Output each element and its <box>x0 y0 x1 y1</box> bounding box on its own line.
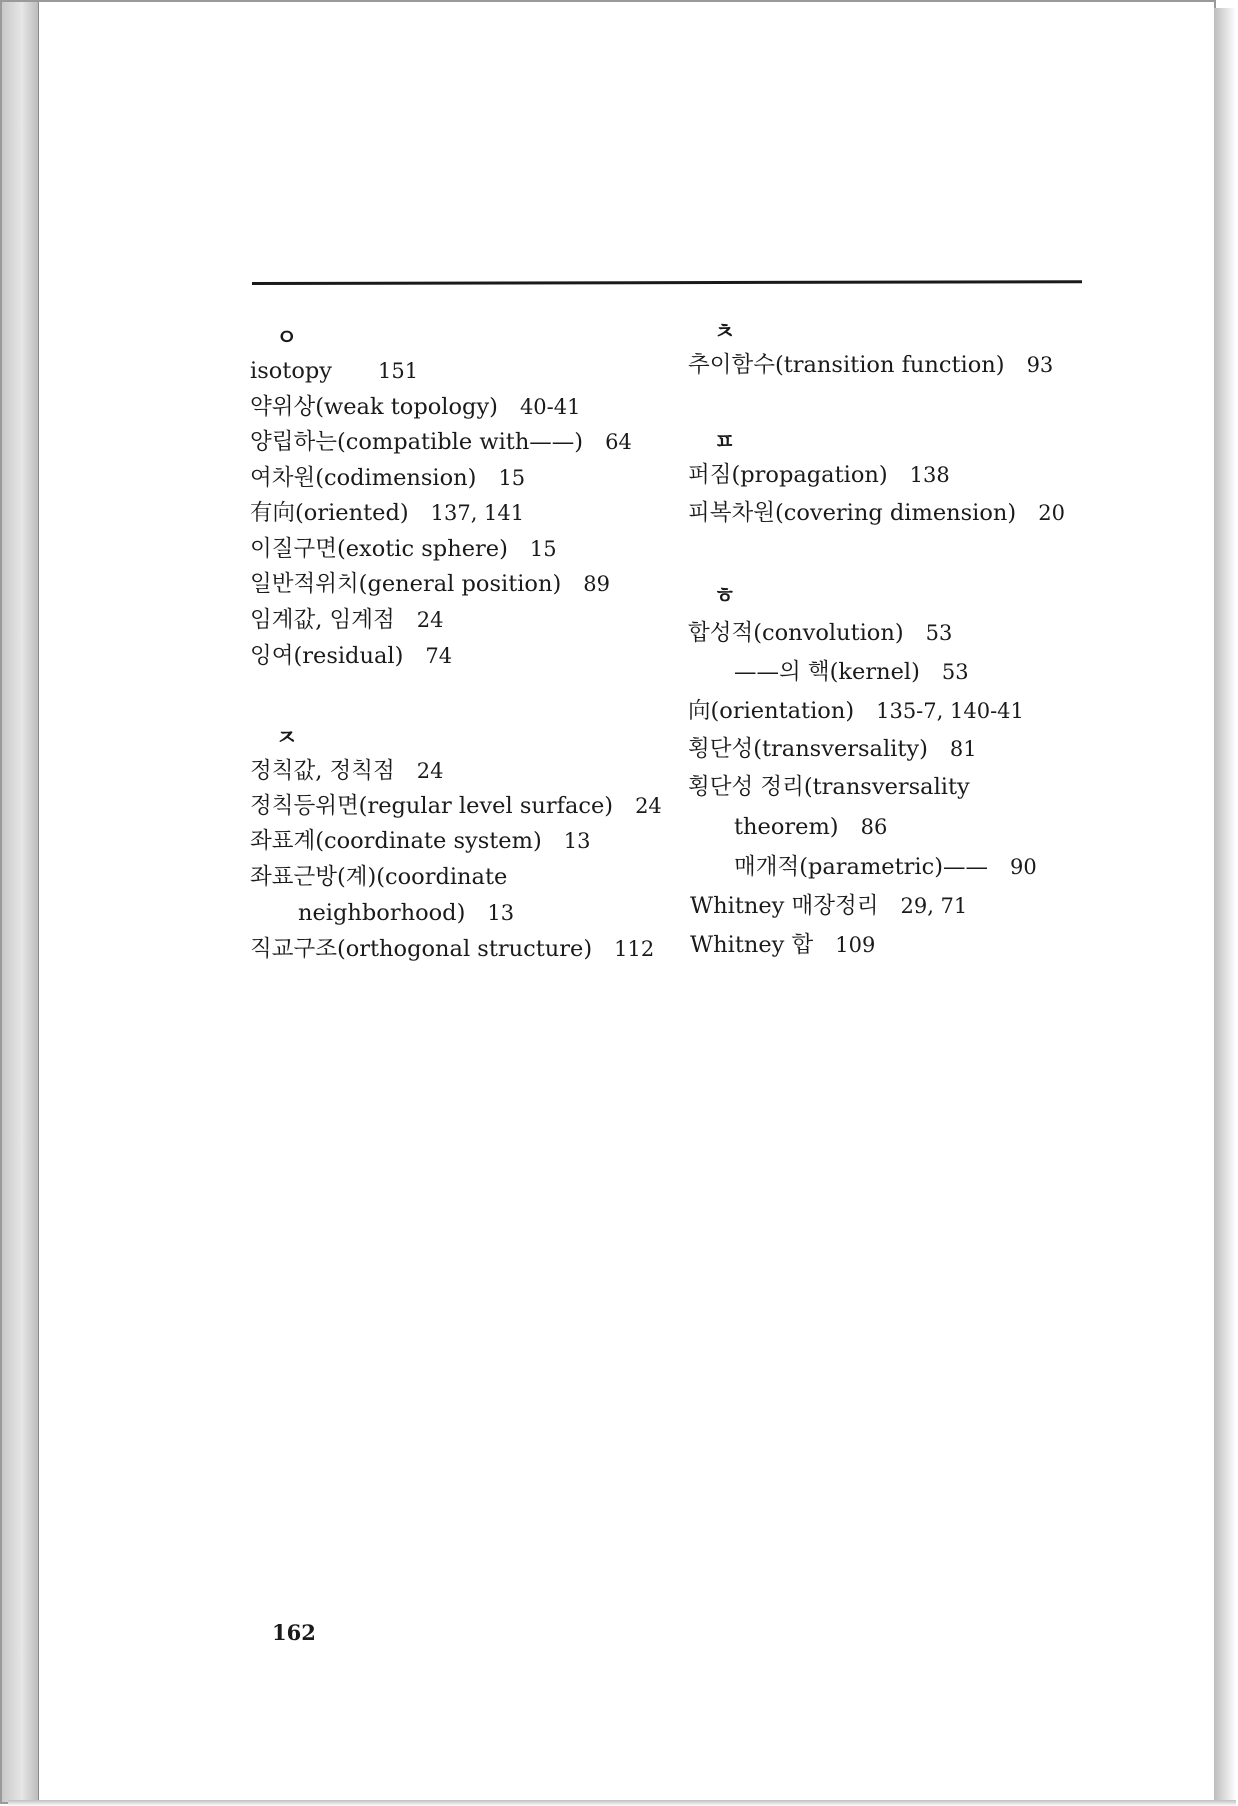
index-entry <box>250 396 580 419</box>
index-pages: 15 <box>498 466 526 490</box>
index-pages: 24 <box>416 608 444 632</box>
index-entry <box>688 464 950 487</box>
index-term: 좌표계(coordinate system) <box>250 828 542 854</box>
index-term: 횡단성 정리(transversality <box>688 774 970 800</box>
index-pages: 74 <box>425 644 453 668</box>
index-term: 잉여(residual) <box>250 643 404 669</box>
index-entry <box>250 645 452 668</box>
index-entry <box>688 776 992 799</box>
index-term: 추이함수(transition function) <box>688 352 1005 378</box>
index-entry <box>250 866 529 889</box>
page-shadow-right <box>1214 8 1236 1804</box>
index-pages: 86 <box>860 815 888 839</box>
index-entry <box>688 354 1053 377</box>
page-shadow-bottom <box>8 1800 1236 1806</box>
index-pages: 138 <box>909 463 950 487</box>
index-entry <box>250 938 654 961</box>
index-pages: 93 <box>1026 353 1054 377</box>
index-entry <box>690 934 875 957</box>
section-header: ㅇ <box>276 326 298 351</box>
index-entry <box>250 760 443 783</box>
index-pages: 13 <box>563 829 591 853</box>
section-header: ㅍ <box>714 430 736 455</box>
index-term: ——의 핵(kernel) <box>734 659 920 685</box>
index-pages: 24 <box>635 794 662 818</box>
index-term: 직교구조(orthogonal structure) <box>250 936 593 962</box>
index-pages: 40-41 <box>519 395 581 419</box>
index-pages: 53 <box>941 660 969 684</box>
index-term: 퍼짐(propagation) <box>688 462 888 488</box>
index-entry <box>250 609 443 632</box>
index-entry <box>250 360 418 383</box>
index-term: 합성적(convolution) <box>688 620 904 646</box>
index-pages: 135-7, 140-41 <box>876 699 1024 723</box>
index-pages: 64 <box>605 430 632 454</box>
section-header: ㅎ <box>714 584 736 609</box>
index-pages: 109 <box>835 933 876 957</box>
index-pages: 89 <box>583 572 610 596</box>
index-entry <box>250 795 662 818</box>
page-number: 162 <box>272 1620 316 1645</box>
index-entry <box>688 738 977 761</box>
index-entry <box>690 895 967 918</box>
index-pages: 24 <box>416 759 444 783</box>
index-entry <box>250 830 590 853</box>
index-entry <box>688 622 952 645</box>
index-term: 이질구면(exotic sphere) <box>250 536 508 562</box>
section-header: ㅈ <box>276 726 298 751</box>
index-term: 여차원(codimension) <box>250 465 477 491</box>
index-entry-continued <box>298 902 514 925</box>
section-header: ㅊ <box>714 320 736 345</box>
index-term: 有向(oriented) <box>250 500 409 526</box>
index-entry-sub <box>734 856 1037 879</box>
index-entry <box>250 431 632 454</box>
index-term: isotopy <box>250 358 332 384</box>
index-pages: 29, 71 <box>900 894 968 918</box>
index-term: 정칙등위면(regular level surface) <box>250 793 614 819</box>
index-entry <box>250 538 557 561</box>
index-term: 임계값, 임계점 <box>250 607 395 633</box>
book-spine <box>2 2 39 1802</box>
index-entry <box>250 573 610 596</box>
index-entry <box>688 502 1065 525</box>
index-term: 정칙값, 정칙점 <box>250 758 395 784</box>
index-pages: 112 <box>614 937 655 961</box>
index-pages: 81 <box>949 737 977 761</box>
index-pages: 90 <box>1010 855 1037 879</box>
index-term: 매개적(parametric)—— <box>734 854 988 880</box>
index-term: 횡단성(transversality) <box>688 736 928 762</box>
index-pages: 53 <box>925 621 953 645</box>
index-pages: 15 <box>529 537 557 561</box>
index-entry-sub <box>734 661 969 684</box>
index-entry <box>250 502 524 525</box>
index-term: 좌표근방(계)(coordinate <box>250 864 508 890</box>
index-pages: 151 <box>378 359 419 383</box>
index-term: Whitney 매장정리 <box>690 893 879 919</box>
index-entry <box>688 700 1024 723</box>
index-entry-continued <box>734 816 887 839</box>
index-term: 양립하는(compatible with——) <box>250 429 584 455</box>
index-pages: 13 <box>487 901 515 925</box>
index-term: 피복차원(covering dimension) <box>688 500 1017 526</box>
index-term: 일반적위치(general position) <box>250 571 562 597</box>
index-term: 向(orientation) <box>688 698 855 724</box>
index-pages: 137, 141 <box>430 501 525 525</box>
index-entry <box>250 467 525 490</box>
index-term: theorem) <box>734 814 839 840</box>
index-term: 약위상(weak topology) <box>250 394 498 420</box>
index-term: Whitney 합 <box>690 932 814 958</box>
index-term: neighborhood) <box>298 900 466 926</box>
index-pages: 20 <box>1038 501 1065 525</box>
